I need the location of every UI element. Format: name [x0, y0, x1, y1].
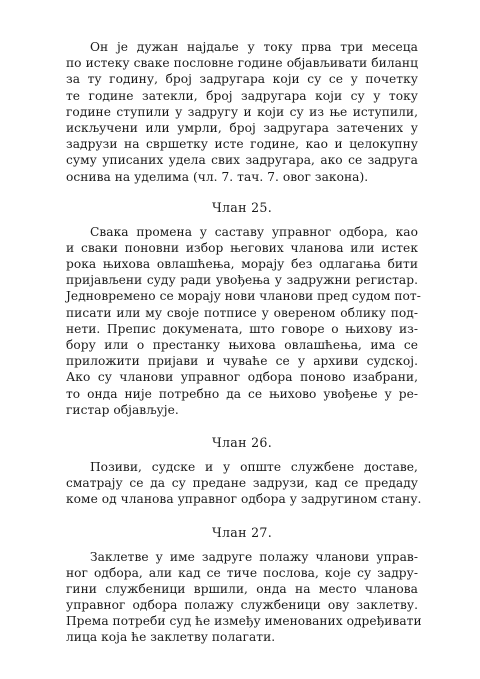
text-line: Заклетве у име задруге полажу чланови управ-	[90, 549, 418, 564]
paragraph-article-24-end	[66, 39, 418, 185]
text-line: Ако су чланови управног одбора поново изабрани,	[66, 370, 418, 385]
text-line: сматрају се да су предане задрузи, кад се предаду	[66, 476, 418, 491]
paragraph-article-26	[66, 459, 422, 508]
text-line: гини службеници вршили, онда на место чланова	[66, 581, 418, 596]
text-line: и сваки поновни избор његових чланова или истек	[66, 240, 418, 255]
text-line: по истеку сваке пословне године објављивати биланц	[66, 56, 418, 71]
text-line: коме од чланова управног одбора у задругином стану.	[66, 492, 422, 507]
text-line: оснива на уделима (чл. 7. тач. 7. овог закона).	[66, 169, 369, 184]
text-line: рока њихова овлашћења, морају без одлагања бити	[66, 257, 418, 272]
text-line: суму уписаних удела свих задругара, ако се задруга	[66, 153, 418, 168]
text-line: те године затекли, број задругара који су у току	[66, 88, 418, 103]
document-page	[66, 39, 422, 646]
paragraph-article-25	[66, 224, 421, 418]
text-line: бору или о престанку њихова овлашћења, има се	[66, 338, 418, 352]
text-line: ног одбора, али кад се тиче послова, које су задру-	[66, 565, 418, 580]
paragraph-article-27	[66, 549, 422, 646]
text-line: Једновремено се морају нови чланови пред судом пот-	[66, 289, 421, 304]
text-line: приложити пријави и чуваће се у архиви судској.	[66, 354, 418, 369]
text-line: нети. Препис докумената, што говоре о њихову из-	[66, 321, 418, 336]
text-line: лица која ће заклетву полагати.	[66, 630, 276, 645]
text-line: управног одбора полажу службеници ову заклетву.	[66, 598, 418, 613]
text-line: Он је дужан најдаље у току прва три месеца	[90, 40, 418, 54]
text-line: године ступили у задругу и који су из ње иступили,	[66, 104, 418, 119]
text-line: задрузи на свршетку исте године, као и целокупну	[66, 137, 418, 152]
text-line: Позиви, судске и у опште службене доставе,	[90, 459, 418, 474]
text-line: писати или му своје потписе у овереном облику под-	[66, 305, 418, 320]
article-heading-27: Члан 27.	[211, 524, 273, 540]
text-line: искључени или умрли, број задругара затечених у	[66, 120, 418, 135]
article-heading-25: Члан 25.	[211, 199, 273, 215]
text-line: гистар објављује.	[66, 402, 179, 417]
text-line: пријављени суду ради увођења у задружни регистар.	[66, 273, 418, 288]
text-line: Свака промена у саставу управног одбора, као	[90, 224, 418, 239]
text-line: за ту годину, број задругара који су се у почетку	[66, 72, 418, 87]
text-line: Према потреби суд ће између именованих одређивати	[66, 614, 422, 629]
text-line: то онда није потребно да се њихово увођење у ре-	[66, 386, 418, 401]
article-heading-26: Члан 26.	[211, 434, 273, 450]
